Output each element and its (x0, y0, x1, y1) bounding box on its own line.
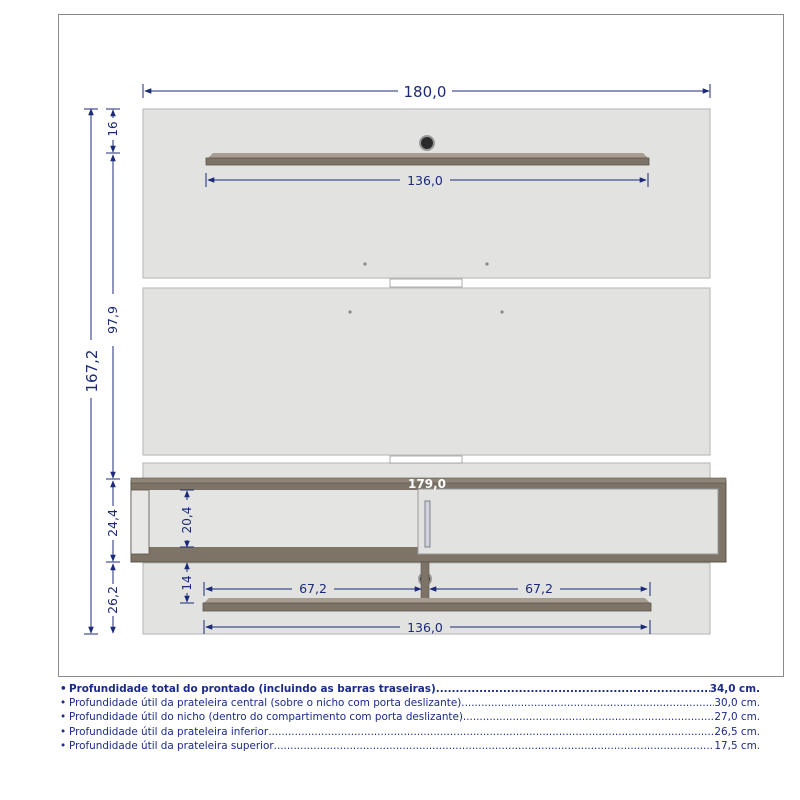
bottom-shelf (203, 598, 651, 611)
note-leader-dots (274, 739, 715, 753)
dim-rack-width: 179,0 (408, 477, 446, 491)
dim-total-width: 180,0 (403, 83, 447, 101)
door-handle (425, 501, 430, 547)
note-item: • Profundidade total do prontado (incluindo as barras traseiras) ..... 34,0 cm. (60, 682, 760, 696)
note-label: Profundidade útil da prateleira superior (69, 739, 274, 752)
top-shelf (206, 153, 649, 165)
note-label: Profundidade total do prontado (incluindo as barras traseiras) (69, 683, 436, 695)
note-label: Profundidade útil da prateleira inferior (69, 725, 269, 738)
depth-notes-list (60, 682, 760, 753)
sliding-door (418, 489, 718, 554)
note-value: 17,5 cm. (714, 739, 760, 752)
note-leader-dots (436, 682, 710, 696)
note-item: • Profundidade útil do nicho (dentro do compartimento com porta deslizante) ..... 27,0 cm. (60, 710, 760, 724)
panel-slot (390, 279, 462, 287)
dim-top-offset: 16 (106, 121, 120, 137)
screw (500, 310, 503, 313)
screw (348, 310, 351, 313)
note-label: Profundidade útil do nicho (dentro do compartimento com porta deslizante) (69, 711, 463, 724)
note-label: Profundidade útil da prateleira central (sobre o nicho com porta deslizante) (69, 697, 462, 710)
dim-bottom-height: 26,2 (105, 586, 120, 614)
panel-slot (390, 456, 462, 463)
screw (485, 262, 488, 265)
note-leader-dots (268, 725, 714, 739)
dim-total-height: 167,2 (83, 349, 101, 393)
dim-shelf-gap: 14 (180, 575, 194, 591)
note-value: 30,0 cm. (714, 697, 760, 710)
dim-rack-height: 24,4 (105, 509, 120, 537)
middle-panel (143, 288, 710, 455)
dim-top-shelf-width: 136,0 (407, 173, 443, 188)
note-item: • Profundidade útil da prateleira inferior ..... 26,5 cm. (60, 725, 760, 739)
upper-panel (143, 109, 710, 278)
dim-right-half: 67,2 (525, 581, 553, 596)
note-item: • Profundidade útil da prateleira central (sobre o nicho com porta deslizante) ..... 30,0 cm. (60, 696, 760, 710)
note-value: 27,0 cm. (714, 711, 760, 724)
note-value: 34,0 cm. (709, 683, 760, 695)
note-leader-dots (461, 696, 714, 710)
note-leader-dots (463, 710, 715, 724)
dim-left-half: 67,2 (299, 581, 327, 596)
dim-bottom-shelf-width: 136,0 (407, 620, 443, 635)
screw (363, 262, 366, 265)
dim-upper-height: 97,9 (105, 306, 120, 334)
note-item: • Profundidade útil da prateleira superior ..... 17,5 cm. (60, 739, 760, 753)
note-value: 26,5 cm. (714, 725, 760, 738)
cable-hole (420, 136, 434, 150)
dim-niche-height: 20,4 (180, 506, 194, 534)
support-post (421, 562, 429, 602)
